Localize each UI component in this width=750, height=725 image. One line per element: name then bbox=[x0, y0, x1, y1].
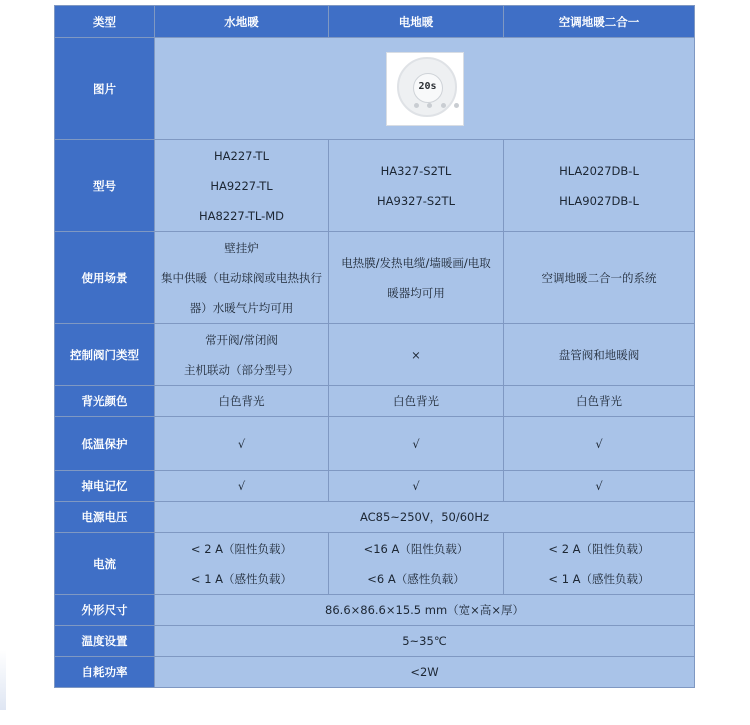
current-line: < 1 A（感性负载） bbox=[190, 571, 293, 586]
power-value: <2W bbox=[155, 657, 695, 688]
backlight-water: 白色背光 bbox=[155, 386, 329, 417]
temp-value: 5~35℃ bbox=[155, 626, 695, 657]
memory-combo: √ bbox=[504, 471, 695, 502]
label-size: 外形尺寸 bbox=[55, 595, 155, 626]
valve-line: 主机联动（部分型号） bbox=[184, 362, 299, 377]
current-line: < 2 A（阻性负载） bbox=[190, 541, 293, 556]
header-electric: 电地暖 bbox=[329, 6, 504, 38]
scene-line: 集中供暖（电动球阀或电热执行 bbox=[161, 270, 322, 285]
row-image bbox=[55, 38, 695, 140]
label-temp: 温度设置 bbox=[55, 626, 155, 657]
valve-water bbox=[155, 324, 329, 386]
model-line: HA227-TL bbox=[214, 148, 269, 163]
lowtemp-water: √ bbox=[155, 417, 329, 471]
backlight-combo: 白色背光 bbox=[504, 386, 695, 417]
model-line: HLA2027DB-L bbox=[559, 163, 639, 178]
label-lowtemp: 低温保护 bbox=[55, 417, 155, 471]
row-temp bbox=[55, 626, 695, 657]
scene-water bbox=[155, 232, 329, 324]
header-type: 类型 bbox=[55, 6, 155, 38]
key-dot bbox=[427, 103, 432, 108]
label-backlight: 背光颜色 bbox=[55, 386, 155, 417]
row-model bbox=[55, 140, 695, 232]
current-line: <6 A（感性负载） bbox=[367, 571, 465, 586]
memory-water: √ bbox=[155, 471, 329, 502]
row-voltage bbox=[55, 502, 695, 533]
header-combo: 空调地暖二合一 bbox=[504, 6, 695, 38]
row-memory bbox=[55, 471, 695, 502]
thermostat-screen bbox=[413, 73, 443, 103]
label-valve: 控制阀门类型 bbox=[55, 324, 155, 386]
current-line: < 1 A（感性负载） bbox=[548, 571, 650, 586]
key-dot bbox=[414, 103, 419, 108]
row-valve bbox=[55, 324, 695, 386]
size-value: 86.6×86.6×15.5 mm（宽×高×厚） bbox=[155, 595, 695, 626]
current-water bbox=[155, 533, 329, 595]
label-memory: 掉电记忆 bbox=[55, 471, 155, 502]
scene-line: 暖器均可用 bbox=[387, 285, 445, 300]
voltage-value: AC85~250V，50/60Hz bbox=[155, 502, 695, 533]
spec-table bbox=[54, 5, 695, 688]
row-current bbox=[55, 533, 695, 595]
scene-electric bbox=[329, 232, 504, 324]
memory-electric: √ bbox=[329, 471, 504, 502]
row-size bbox=[55, 595, 695, 626]
current-line: < 2 A（阻性负载） bbox=[548, 541, 650, 556]
thermostat-display: 20s bbox=[418, 80, 437, 92]
current-electric bbox=[329, 533, 504, 595]
row-scene bbox=[55, 232, 695, 324]
thermostat-keys bbox=[414, 103, 460, 109]
key-dot bbox=[454, 103, 459, 108]
image-cell bbox=[155, 38, 695, 140]
label-current: 电流 bbox=[55, 533, 155, 595]
model-line: HA327-S2TL bbox=[380, 163, 452, 178]
scene-combo: 空调地暖二合一的系统 bbox=[504, 232, 695, 324]
label-image: 图片 bbox=[55, 38, 155, 140]
label-scene: 使用场景 bbox=[55, 232, 155, 324]
valve-combo: 盘管阀和地暖阀 bbox=[504, 324, 695, 386]
model-electric bbox=[329, 140, 504, 232]
current-combo bbox=[504, 533, 695, 595]
model-line: HLA9027DB-L bbox=[559, 193, 639, 208]
valve-line: 常开阀/常闭阀 bbox=[205, 332, 278, 347]
model-line: HA8227-TL-MD bbox=[198, 208, 285, 223]
label-model: 型号 bbox=[55, 140, 155, 232]
header-row bbox=[55, 6, 695, 38]
thermostat-image bbox=[386, 52, 464, 126]
thermostat-ring bbox=[397, 57, 457, 117]
model-line: HA9227-TL bbox=[210, 178, 273, 193]
lowtemp-electric: √ bbox=[329, 417, 504, 471]
model-line: HA9327-S2TL bbox=[377, 193, 455, 208]
header-water: 水地暖 bbox=[155, 6, 329, 38]
valve-electric: × bbox=[329, 324, 504, 386]
lowtemp-combo: √ bbox=[504, 417, 695, 471]
scene-line: 电热膜/发热电缆/墙暖画/电取 bbox=[341, 255, 491, 270]
model-water bbox=[155, 140, 329, 232]
model-combo bbox=[504, 140, 695, 232]
row-lowtemp bbox=[55, 417, 695, 471]
label-voltage: 电源电压 bbox=[55, 502, 155, 533]
label-power: 自耗功率 bbox=[55, 657, 155, 688]
backlight-electric: 白色背光 bbox=[329, 386, 504, 417]
row-backlight bbox=[55, 386, 695, 417]
key-dot bbox=[441, 103, 446, 108]
row-power bbox=[55, 657, 695, 688]
current-line: <16 A（阻性负载） bbox=[363, 541, 469, 556]
scene-line: 器）水暖气片均可用 bbox=[189, 300, 294, 315]
scene-line: 壁挂炉 bbox=[224, 240, 259, 255]
edge-shadow bbox=[0, 650, 6, 710]
